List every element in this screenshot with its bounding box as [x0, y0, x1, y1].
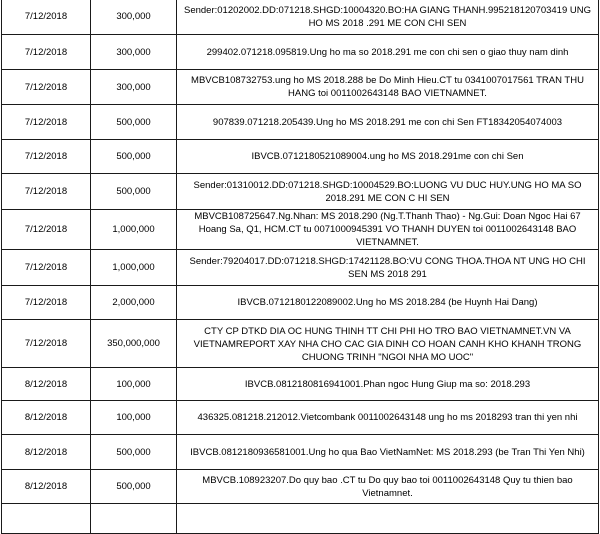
description-text: IBVCB.0812180816941001.Phan ngoc Hung Giup ma so: 2018.293 — [244, 378, 531, 390]
table-row — [2, 70, 599, 105]
date-cell: 7/12/2018 — [2, 250, 91, 286]
description-cell — [177, 105, 599, 140]
amount-cell: 300,000 — [91, 35, 177, 70]
date-cell: 7/12/2018 — [2, 0, 91, 35]
table-row — [2, 401, 599, 435]
date-cell — [2, 504, 91, 534]
amount-cell: 100,000 — [91, 368, 177, 401]
date-cell: 8/12/2018 — [2, 470, 91, 504]
table-row — [2, 435, 599, 470]
date-cell: 8/12/2018 — [2, 435, 91, 470]
description-cell — [177, 0, 599, 35]
amount-cell: 300,000 — [91, 0, 177, 35]
amount-cell: 350,000,000 — [91, 320, 177, 368]
description-text: Sender:01310012.DD:071218.SHGD:10004529.BO:LUONG VU DUC HUY.UNG HO MA SO 2018.291 ME CON C HI SEN — [193, 179, 582, 204]
description-cell — [177, 286, 599, 320]
description-text: 299402.071218.095819.Ung ho ma so 2018.291 me con chi sen o giao thuy nam dinh — [206, 46, 569, 58]
table-row — [2, 286, 599, 320]
date-cell: 8/12/2018 — [2, 401, 91, 435]
description-text: MBVCB.108923207.Do quy bao .CT tu Do quy bao toi 0011002643148 Quy tu thien bao Vietnamnet. — [202, 474, 573, 499]
amount-cell: 500,000 — [91, 470, 177, 504]
table-row — [2, 0, 599, 35]
date-cell: 7/12/2018 — [2, 174, 91, 210]
description-text: IBVCB.0712180122089002.Ung ho MS 2018.284 (be Huynh Hai Dang) — [237, 297, 538, 308]
table-row — [2, 368, 599, 401]
table-row — [2, 320, 599, 368]
date-cell: 7/12/2018 — [2, 105, 91, 140]
table-row — [2, 174, 599, 210]
description-text: MBVCB108732753.ung ho MS 2018.288 be Do Minh Hieu.CT tu 0341007017561 TRAN THU HANG toi 0011002643148 BAO VIETNAMNET. — [191, 75, 584, 99]
description-cell — [177, 368, 599, 401]
description-cell — [177, 70, 599, 105]
description-cell — [177, 435, 599, 470]
description-cell — [177, 250, 599, 286]
description-text: IBVCB.0812180936581001.Ung ho qua Bao VietNamNet: MS 2018.293 (be Tran Thi Yen Nhi) — [190, 446, 585, 458]
date-cell: 7/12/2018 — [2, 210, 91, 250]
description-cell — [177, 210, 599, 250]
amount-cell: 500,000 — [91, 435, 177, 470]
description-text: 436325.081218.212012.Vietcombank 0011002643148 ung ho ms 2018293 tran thi yen nhi — [197, 412, 578, 423]
amount-cell: 100,000 — [91, 401, 177, 435]
description-text: Sender:79204017.DD:071218.SHGD:17421128.BO:VU CONG THOA.THOA NT UNG HO CHI SEN MS 2018 291 — [189, 255, 586, 280]
description-cell — [177, 320, 599, 368]
amount-cell: 500,000 — [91, 105, 177, 140]
date-cell: 8/12/2018 — [2, 368, 91, 401]
amount-cell: 500,000 — [91, 140, 177, 174]
description-cell — [177, 504, 599, 534]
description-text: MBVCB108725647.Ng.Nhan: MS 2018.290 (Ng.T.Thanh Thao) - Ng.Gui: Doan Ngoc Hai 67 Hoang Sa, Q1, HCM.CT tu 0071000945391 VO THANH DUYEN toi 0011002643148 BAO VIETNAMNET. — [194, 211, 581, 248]
table-row — [2, 35, 599, 70]
amount-cell: 1,000,000 — [91, 250, 177, 286]
description-cell — [177, 470, 599, 504]
description-cell — [177, 35, 599, 70]
table-row — [2, 140, 599, 174]
description-text: 907839.071218.205439.Ung ho MS 2018.291 me con chi Sen FT18342054074003 — [212, 116, 563, 128]
table-row — [2, 210, 599, 250]
table-row — [2, 105, 599, 140]
table-row — [2, 504, 599, 534]
description-cell — [177, 174, 599, 210]
description-cell — [177, 140, 599, 174]
date-cell: 7/12/2018 — [2, 286, 91, 320]
amount-cell: 300,000 — [91, 70, 177, 105]
date-cell: 7/12/2018 — [2, 320, 91, 368]
description-text: IBVCB.0712180521089004.ung ho MS 2018.291me con chi Sen — [251, 151, 524, 162]
table-row — [2, 250, 599, 286]
description-cell — [177, 401, 599, 435]
date-cell: 7/12/2018 — [2, 35, 91, 70]
date-cell: 7/12/2018 — [2, 140, 91, 174]
description-text: Sender:01202002.DD:071218.SHGD:10004320.BO:HA GIANG THANH.995218120703419 UNG HO MS 2018 .291 ME CON CHI SEN — [184, 4, 591, 29]
amount-cell: 500,000 — [91, 174, 177, 210]
date-cell: 7/12/2018 — [2, 70, 91, 105]
amount-cell: 1,000,000 — [91, 210, 177, 250]
description-text: CTY CP DTKD DIA OC HUNG THINH TT CHI PHI HO TRO BAO VIETNAMNET.VN VA VIETNAMREPORT XAY NHA CHO CAC GIA DINH CO HOAN CANH KHO KHANH TRONG CHUONG TRINH "NGOI NHA MO UOC" — [193, 325, 582, 363]
table-row — [2, 470, 599, 504]
amount-cell: 2,000,000 — [91, 286, 177, 320]
donation-table — [1, 0, 599, 534]
amount-cell — [91, 504, 177, 534]
